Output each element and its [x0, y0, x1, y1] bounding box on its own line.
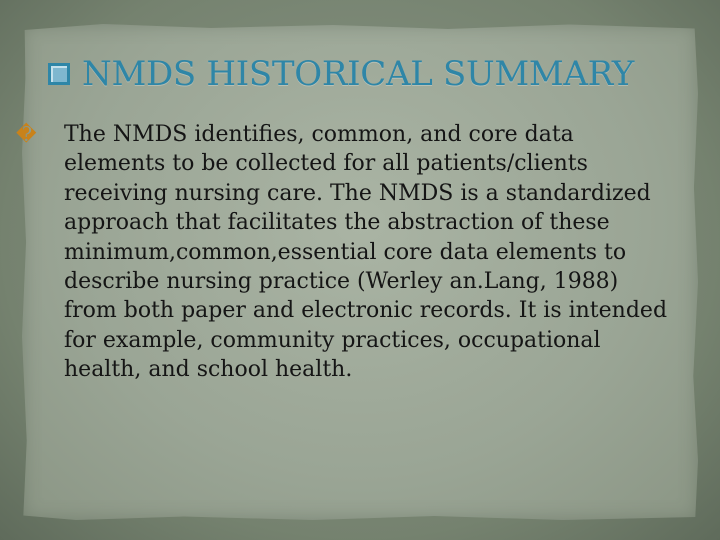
bullet-text: The NMDS identifies, common, and core data elements to be collected for all patients/clients receiving nursing care. The NMDS is a standardized approach that facilitates the abstraction of these minimum,common,essential core data elements to describe nursing practice (Werley an.Lang, 1988) from both paper and electronic records. It is intended for example, community practices, occupational health, and school health. [64, 122, 668, 383]
slide-title-text: NMDS HISTORICAL SUMMARY [82, 54, 635, 94]
body-paragraph [16, 120, 672, 385]
slide-title [48, 54, 688, 94]
square-bullet-icon [48, 63, 70, 85]
bullet-item [16, 120, 672, 385]
bullet-marker: � [16, 122, 37, 146]
